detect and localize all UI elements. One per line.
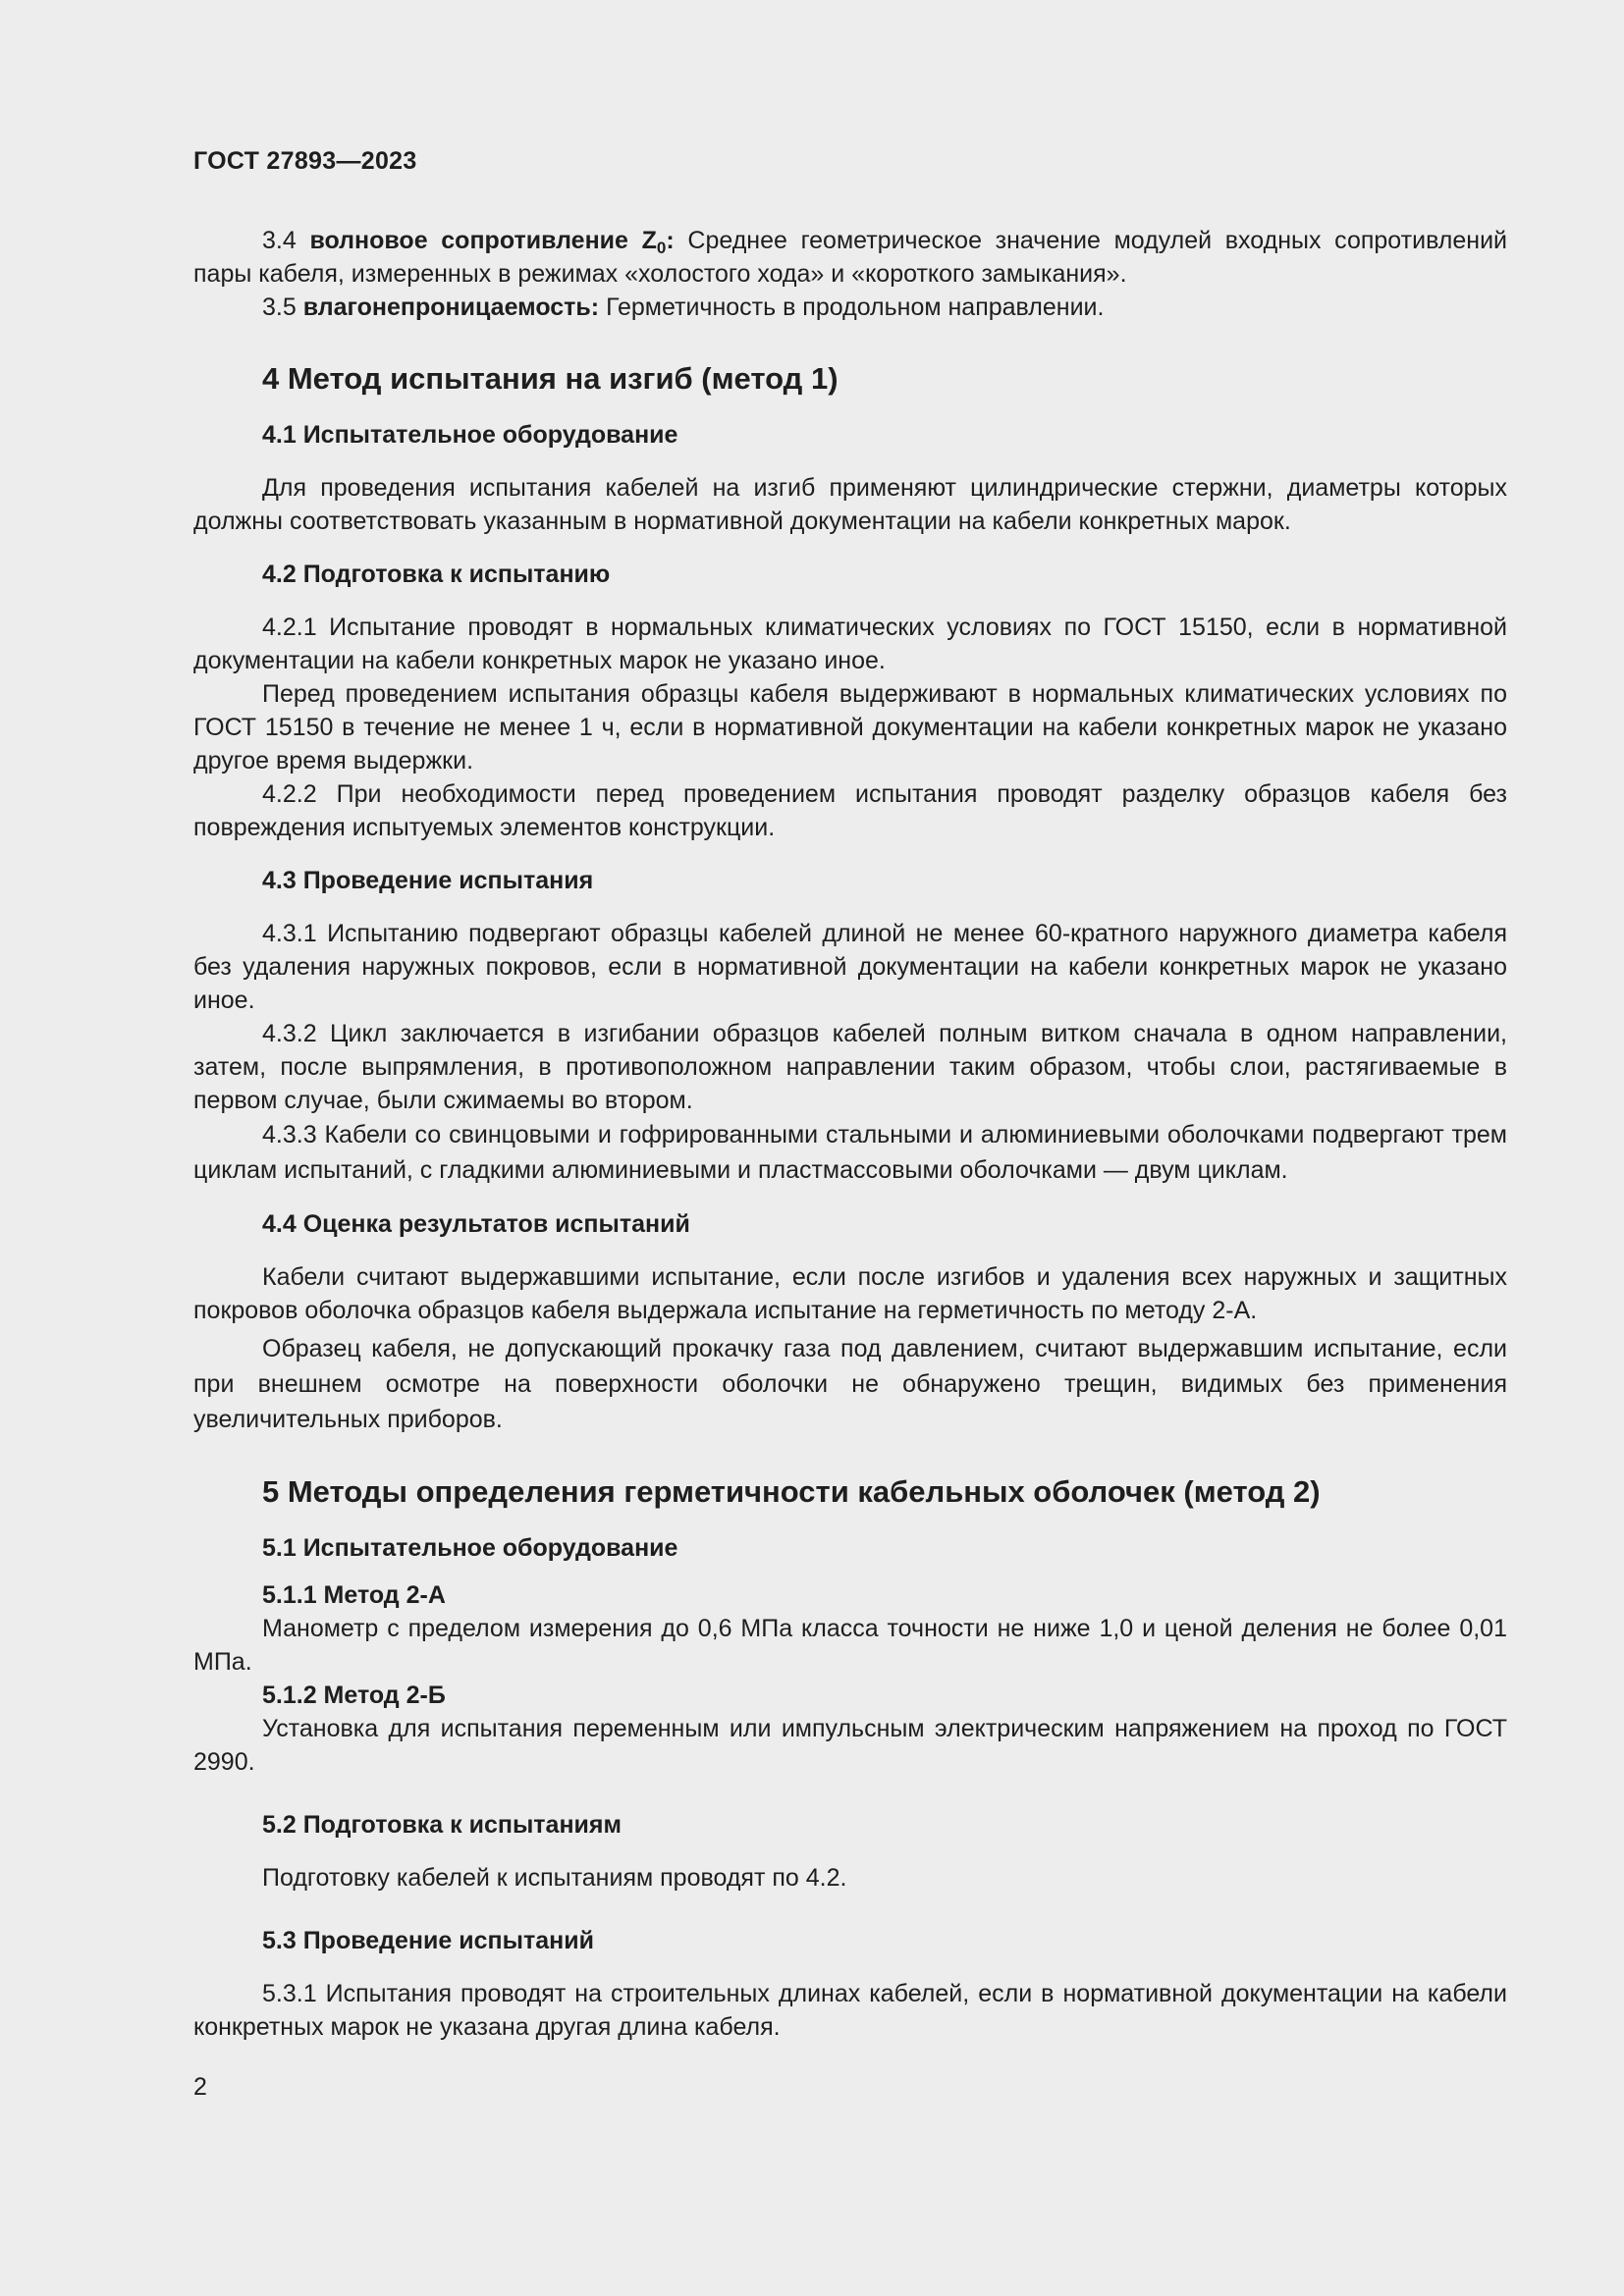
- subsection-4-1-title: 4.1 Испытательное оборудование: [262, 421, 678, 449]
- section-4-title: 4 Метод испытания на изгиб (метод 1): [262, 361, 839, 396]
- subsection-5-3-title: 5.3 Проведение испытаний: [262, 1927, 594, 1954]
- clause-4-3-3: 4.3.3 Кабели со свинцовыми и гофрированными стальными и алюминиевыми оболочками подвергают трем циклам испытаний, с гладкими алюминиевыми и пластмассовыми оболочками — двум циклам.: [193, 1121, 1507, 1184]
- document-header: ГОСТ 27893—2023: [193, 147, 417, 175]
- clause-5-1-1-title: 5.1.1 Метод 2-А: [262, 1581, 446, 1609]
- clause-4-2-2: 4.2.2 При необходимости перед проведением испытания проводят разделку образцов кабеля без повреждения испытуемых элементов конструкции.: [193, 780, 1507, 841]
- clause-3-4: 3.4 волновое сопротивление $Z_0$: Среднее геометрическое значение модулей входных сопротивлений пары кабеля, измеренных в режимах «холостого хода» и «короткого замыкания».: [193, 227, 1508, 288]
- page-number: 2: [193, 2073, 207, 2101]
- section-5-title: 5 Методы определения герметичности кабельных оболочек (метод 2): [262, 1474, 1321, 1509]
- clause-4-2-1-continued: Перед проведением испытания образцы кабеля выдерживают в нормальных климатических условиях по ГОСТ 15150 в течение не менее 1 ч, если в нормативной документации на кабели конкретных марок не указано другое время выдержки.: [193, 680, 1507, 774]
- clause-4-4-text-1: Кабели считают выдержавшими испытание, если после изгибов и удаления всех наружных и защитных покровов оболочка образцов кабеля выдержала испытание на герметичность по методу 2-А.: [193, 1263, 1507, 1324]
- subsection-4-2-title: 4.2 Подготовка к испытанию: [262, 561, 611, 588]
- clause-4-3-1: 4.3.1 Испытанию подвергают образцы кабелей длиной не менее 60-кратного наружного диаметра кабеля без удаления наружных покровов, если в нормативной документации на кабели конкретных марок не указано иное.: [193, 920, 1507, 1014]
- document-body: [193, 224, 1507, 2044]
- term-moisture-proofness: влагонепроницаемость:: [302, 294, 600, 321]
- clause-4-1-text: Для проведения испытания кабелей на изгиб применяют цилиндрические стержни, диаметры которых должны соответствовать указанным в нормативной документации на кабели конкретных марок.: [193, 474, 1507, 535]
- clause-4-3-2: 4.3.2 Цикл заключается в изгибании образцов кабелей полным витком сначала в одном направлении, затем, после выпрямления, в противоположном направлении таким образом, чтобы слои, растягиваемые в первом случае, были сжимаемы во втором.: [193, 1020, 1507, 1114]
- clause-4-2-1: 4.2.1 Испытание проводят в нормальных климатических условиях по ГОСТ 15150, если в нормативной документации на кабели конкретных марок не указано иное.: [193, 614, 1507, 674]
- subsection-5-1-title: 5.1 Испытательное оборудование: [262, 1534, 678, 1562]
- subsection-4-4-title: 4.4 Оценка результатов испытаний: [262, 1210, 690, 1238]
- clause-5-2-text: Подготовку кабелей к испытаниям проводят по 4.2.: [262, 1864, 847, 1892]
- clause-4-4-text-2: Образец кабеля, не допускающий прокачку газа под давлением, считают выдержавшим испытание, если при внешнем осмотре на поверхности оболочки не обнаружено трещин, видимых без применения увеличительных приборов.: [193, 1335, 1507, 1433]
- subsection-4-3-title: 4.3 Проведение испытания: [262, 867, 594, 894]
- clause-5-1-1-text: Манометр с пределом измерения до 0,6 МПа класса точности не ниже 1,0 и ценой деления не более 0,01 МПа.: [193, 1615, 1507, 1676]
- clause-5-1-2-text: Установка для испытания переменным или импульсным электрическим напряжением на проход по ГОСТ 2990.: [193, 1715, 1507, 1776]
- subsection-5-2-title: 5.2 Подготовка к испытаниям: [262, 1811, 623, 1839]
- clause-3-5: 3.5 влагонепроницаемость: Герметичность в продольном направлении.: [262, 294, 1105, 321]
- clause-5-1-2-title: 5.1.2 Метод 2-Б: [262, 1682, 446, 1709]
- clause-5-3-1: 5.3.1 Испытания проводят на строительных длинах кабелей, если в нормативной документации на кабели конкретных марок не указана другая длина кабеля.: [193, 1980, 1507, 2041]
- term-wave-impedance: волновое сопротивление $Z_0$:: [309, 227, 675, 257]
